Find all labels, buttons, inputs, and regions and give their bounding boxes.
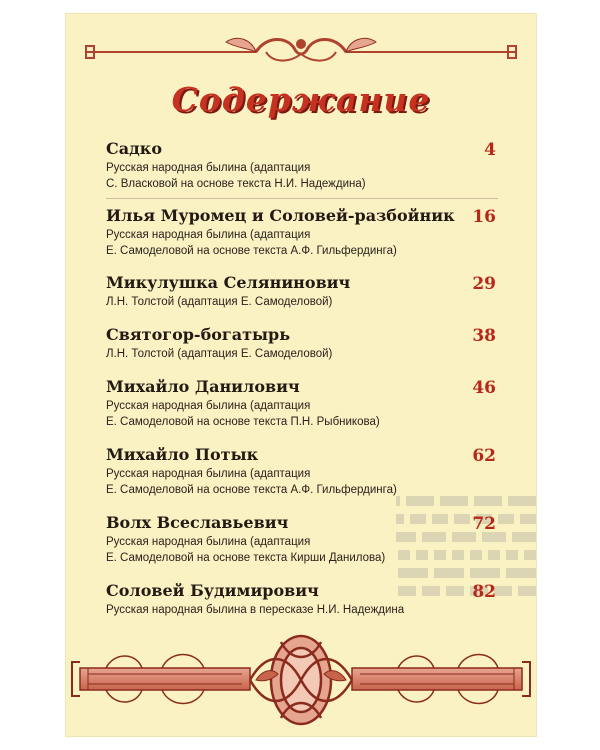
entry-title: Волх Всеславьевич — [106, 513, 289, 532]
book-page — [66, 14, 536, 736]
toc-entry[interactable] — [106, 376, 488, 430]
entry-title: Микулушка Селянинович — [106, 273, 351, 292]
entry-description: Е. Самоделовой на основе текста Кирши Данилова) — [106, 552, 386, 564]
toc-entry[interactable] — [106, 324, 488, 362]
page-number: 72 — [472, 514, 496, 534]
toc-title: Содержание — [171, 80, 431, 119]
entry-description: С. Власковой на основе текста Н.И. Надеждина) — [106, 178, 366, 190]
page-number: 46 — [472, 378, 496, 398]
entry-description: Л.Н. Толстой (адаптация Е. Самоделовой) — [106, 296, 333, 308]
entry-title: Садко — [106, 139, 162, 158]
toc-entry[interactable] — [106, 272, 488, 310]
toc-entry[interactable] — [106, 444, 488, 498]
entry-title: Святогор-богатырь — [106, 325, 291, 344]
divider — [106, 198, 498, 199]
page-number: 16 — [472, 207, 496, 227]
page-number: 4 — [484, 140, 496, 160]
page-number: 82 — [472, 582, 496, 602]
page-number: 62 — [472, 446, 496, 466]
toc-entry[interactable] — [106, 138, 488, 192]
toc-entry[interactable] — [106, 580, 488, 618]
top-ornament — [66, 28, 536, 72]
entry-title: Михайло Данилович — [106, 377, 300, 396]
toc-entry[interactable] — [106, 205, 488, 259]
entry-description: Русская народная былина (адаптация — [106, 229, 311, 241]
entry-description: Е. Самоделовой на основе текста А.Ф. Гильфердинга) — [106, 484, 397, 496]
entry-description: Л.Н. Толстой (адаптация Е. Самоделовой) — [106, 348, 333, 360]
entry-description: Е. Самоделовой на основе текста П.Н. Рыбникова) — [106, 416, 380, 428]
bottom-ornament — [66, 632, 536, 736]
entry-description: Русская народная былина в пересказе Н.И. Надеждина — [106, 604, 405, 616]
entry-title: Соловей Будимирович — [106, 581, 319, 600]
page-number: 38 — [472, 326, 496, 346]
entry-title: Илья Муромец и Соловей-разбойник — [106, 206, 455, 225]
page-number: 29 — [472, 274, 496, 294]
entry-description: Русская народная былина (адаптация — [106, 536, 311, 548]
entry-title: Михайло Потык — [106, 445, 259, 464]
toc-entry[interactable] — [106, 512, 488, 566]
entry-description: Русская народная былина (адаптация — [106, 400, 311, 412]
entry-description: Русская народная былина (адаптация — [106, 468, 311, 480]
entry-description: Русская народная былина (адаптация — [106, 162, 311, 174]
entry-description: Е. Самоделовой на основе текста А.Ф. Гильфердинга) — [106, 245, 397, 257]
